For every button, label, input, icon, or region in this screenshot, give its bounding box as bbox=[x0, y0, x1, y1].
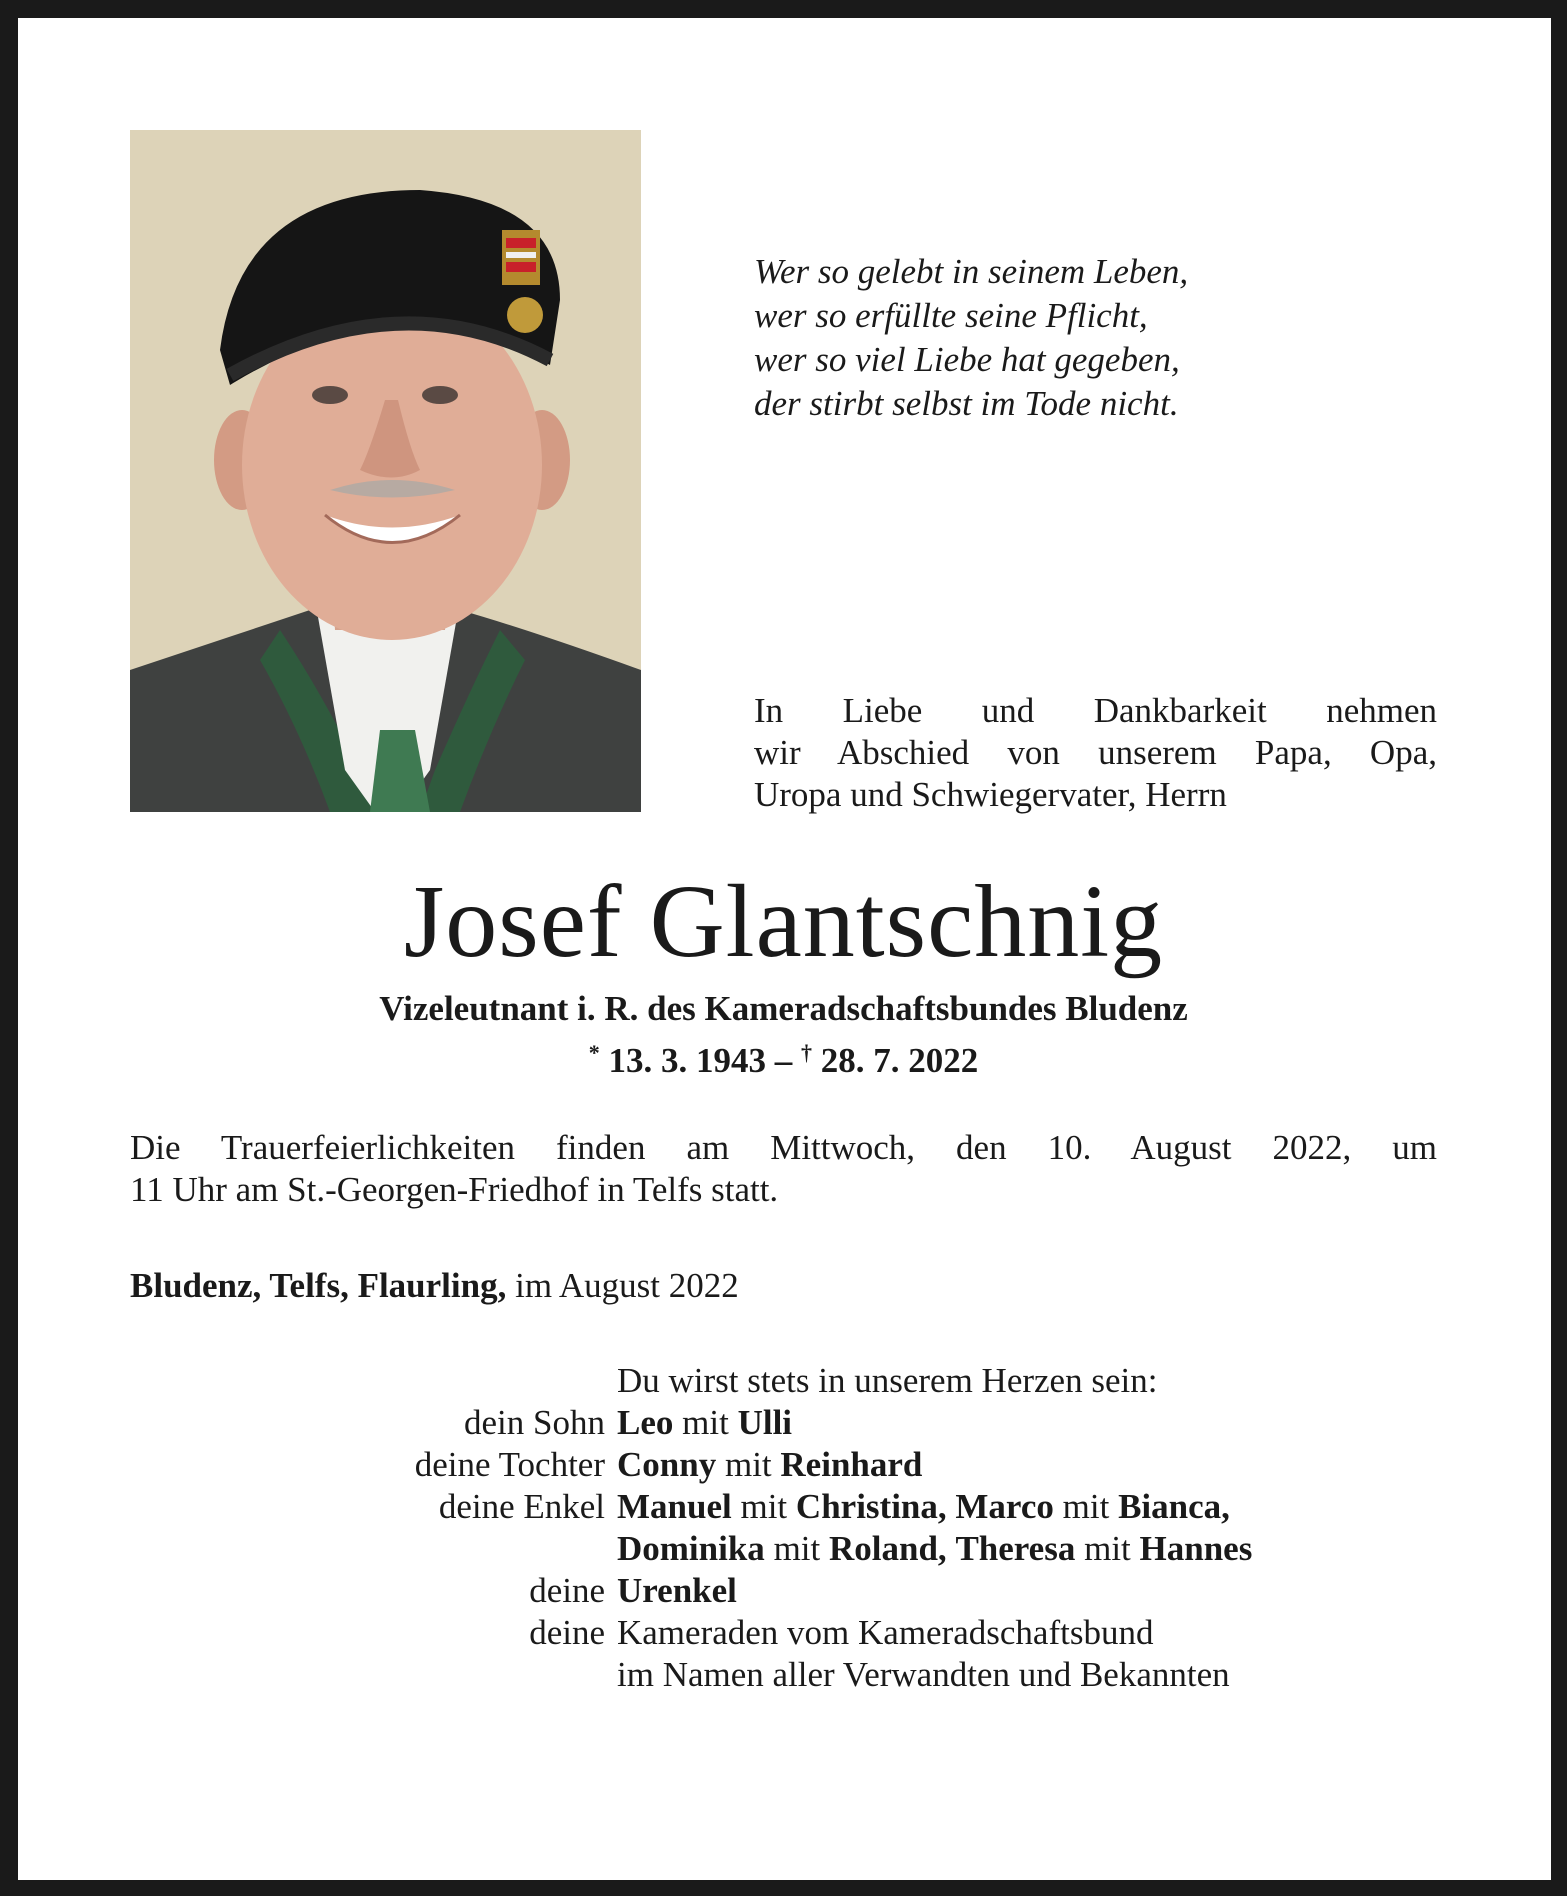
mourner-name: Roland, bbox=[829, 1529, 947, 1568]
with-word: mit bbox=[724, 1445, 772, 1484]
birth-date: 13. 3. 1943 bbox=[608, 1041, 766, 1080]
with-word: mit bbox=[1062, 1487, 1110, 1526]
mourner-name: Reinhard bbox=[780, 1445, 923, 1484]
mourner-row bbox=[130, 1612, 1440, 1654]
ceremony-line: Die Trauerfeierlichkeiten finden am Mittwoch, den 10. August 2022, um bbox=[130, 1128, 1437, 1167]
portrait-photo bbox=[130, 130, 641, 812]
poem-line: wer so viel Liebe hat gegeben, bbox=[754, 340, 1180, 379]
mourner-row bbox=[130, 1570, 1440, 1612]
mourner-name: Christina, bbox=[795, 1487, 947, 1526]
mourner-row bbox=[130, 1528, 1440, 1570]
mourner-name: Theresa bbox=[955, 1529, 1076, 1568]
portrait-illustration bbox=[130, 130, 641, 812]
mourner-row bbox=[130, 1654, 1440, 1696]
mourner-name: Manuel bbox=[617, 1487, 732, 1526]
mourner-name: Ulli bbox=[737, 1403, 793, 1442]
poem-line: Wer so gelebt in seinem Leben, bbox=[754, 252, 1189, 291]
mourner-row bbox=[130, 1444, 1440, 1486]
with-word: mit bbox=[740, 1487, 788, 1526]
mourner-label: deine Tochter bbox=[414, 1445, 605, 1484]
mourner-name: Leo bbox=[617, 1403, 674, 1442]
mourner-label: dein Sohn bbox=[464, 1403, 605, 1442]
mourner-comrades: Kameraden vom Kameradschaftsbund bbox=[617, 1613, 1154, 1652]
mourner-name: Marco bbox=[955, 1487, 1054, 1526]
birth-symbol: * bbox=[588, 1040, 600, 1065]
mourner-label: deine bbox=[529, 1571, 605, 1610]
poem bbox=[754, 250, 1314, 426]
death-date: 28. 7. 2022 bbox=[820, 1041, 979, 1080]
place-date bbox=[130, 1265, 739, 1307]
deceased-title: Vizeleutnant i. R. des Kameradschaftsbundes Bludenz bbox=[379, 989, 1188, 1028]
mourner-name: Conny bbox=[617, 1445, 717, 1484]
poem-line: der stirbt selbst im Tode nicht. bbox=[754, 384, 1179, 423]
date-separator: – bbox=[774, 1041, 793, 1080]
ceremony-info bbox=[130, 1127, 1437, 1211]
mourner-label: deine bbox=[529, 1613, 605, 1652]
mourners-heading-row bbox=[130, 1360, 1440, 1402]
mourner-name: Bianca, bbox=[1118, 1487, 1230, 1526]
intro-line: In Liebe und Dankbarkeit nehmen bbox=[754, 691, 1437, 730]
mourners-list bbox=[130, 1360, 1440, 1696]
mourner-name: Urenkel bbox=[617, 1571, 737, 1610]
mourner-name: Hannes bbox=[1139, 1529, 1253, 1568]
deceased-name: Josef Glantschnig bbox=[403, 864, 1164, 979]
mourner-name: Dominika bbox=[617, 1529, 765, 1568]
mourners-heading: Du wirst stets in unserem Herzen sein: bbox=[617, 1361, 1158, 1400]
with-word: mit bbox=[773, 1529, 821, 1568]
mourner-label: deine Enkel bbox=[438, 1487, 605, 1526]
mourner-row bbox=[130, 1402, 1440, 1444]
with-word: mit bbox=[682, 1403, 729, 1442]
ceremony-line: 11 Uhr am St.-Georgen-Friedhof in Telfs statt. bbox=[130, 1170, 779, 1209]
intro-line: wir Abschied von unserem Papa, Opa, bbox=[754, 733, 1437, 772]
intro-line: Uropa und Schwiegervater, Herrn bbox=[754, 775, 1227, 814]
mourner-row bbox=[130, 1486, 1440, 1528]
mourner-closing: im Namen aller Verwandten und Bekannten bbox=[617, 1655, 1230, 1694]
places: Bludenz, Telfs, Flaurling, bbox=[130, 1266, 507, 1305]
life-dates bbox=[0, 1032, 1567, 1082]
with-word: mit bbox=[1084, 1529, 1131, 1568]
death-symbol: † bbox=[801, 1040, 812, 1065]
poem-line: wer so erfüllte seine Pflicht, bbox=[754, 296, 1148, 335]
place-month: im August 2022 bbox=[515, 1266, 739, 1305]
intro-text bbox=[754, 690, 1437, 816]
